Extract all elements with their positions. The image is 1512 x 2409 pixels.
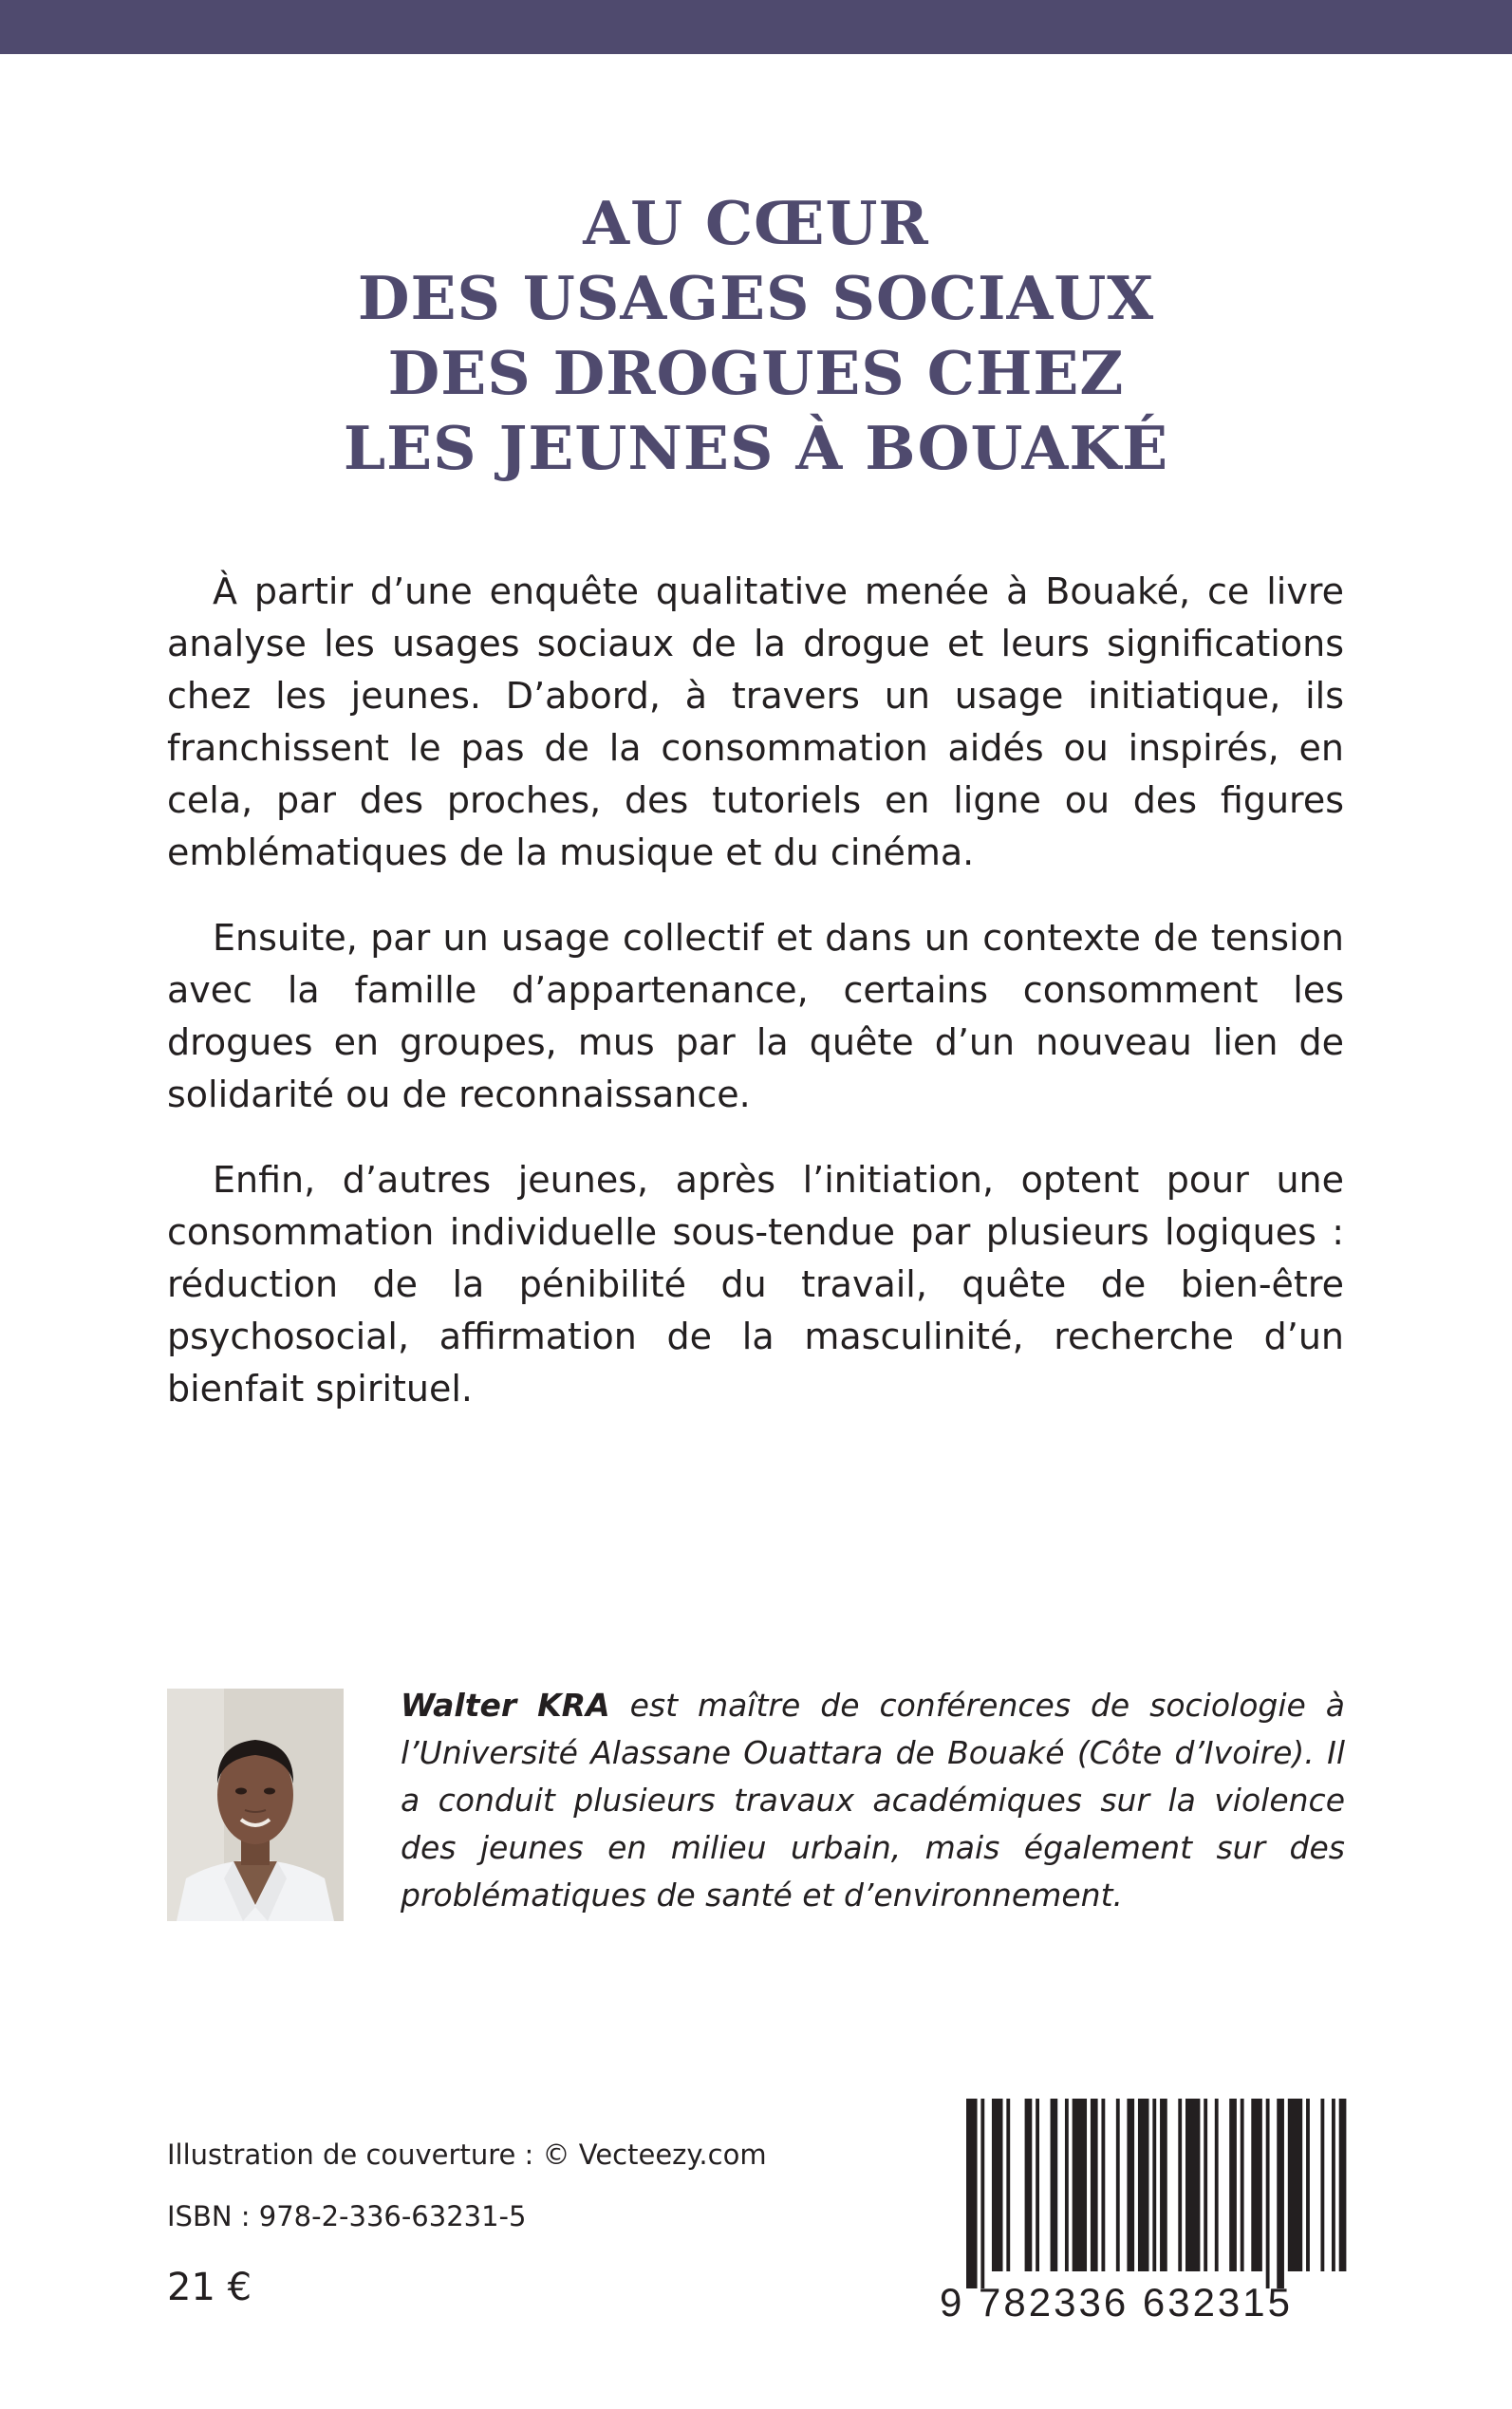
author-bio-text: est maître de conférences de sociologie à l’Université Alassane Ouattara de Bouaké (Côte d’Ivoire). Il a conduit plusieurs travaux académiques sur la violence des jeunes en milieu urbain, mais également sur des problématiques de santé et d’environnement. (401, 1687, 1345, 1914)
isbn-text: ISBN : 978-2-336-63231-5 (167, 2200, 527, 2232)
barcode-digits: 9 782336 632315 (940, 2280, 1293, 2325)
illustration-credit: Illustration de couverture : © Vecteezy.com (167, 2138, 767, 2171)
blurb (167, 566, 1344, 1448)
author-photo (167, 1689, 344, 1921)
title-line: DES DROGUES CHEZ (387, 338, 1125, 408)
blurb-paragraph: À partir d’une enquête qualitative menée à Bouaké, ce livre analyse les usages sociaux de la drogue et leurs significations chez les jeunes. D’abord, à travers un usage initiatique, ils franchissent le pas de la consommation aidés ou inspirés, en cela, par des proches, des tutoriels en ligne ou des figures emblématiques de la musique et du cinéma. (167, 570, 1344, 873)
book-title (0, 186, 1512, 486)
top-color-band (0, 0, 1512, 54)
author-name: Walter KRA (401, 1687, 610, 1724)
blurb-paragraph: Ensuite, par un usage collectif et dans un contexte de tension avec la famille d’appartenance, certains consomment les drogues en groupes, mus par la quête d’un nouveau lien de solidarité ou de reconnaissance. (167, 917, 1344, 1115)
title-line: AU CŒUR (583, 188, 929, 258)
price-text: 21 € (167, 2266, 252, 2309)
author-portrait-illustration (167, 1689, 344, 1921)
blurb-paragraph: Enfin, d’autres jeunes, après l’initiation, optent pour une consommation individuelle sous-tendue par plusieurs logiques : réduction de la pénibilité du travail, quête de bien-être psychosocial, affirmation de la masculinité, recherche d’un bienfait spirituel. (167, 1159, 1344, 1410)
title-line: DES USAGES SOCIAUX (357, 263, 1155, 333)
title-line: LES JEUNES À BOUAKÉ (343, 413, 1169, 483)
author-bio (401, 1682, 1345, 1919)
